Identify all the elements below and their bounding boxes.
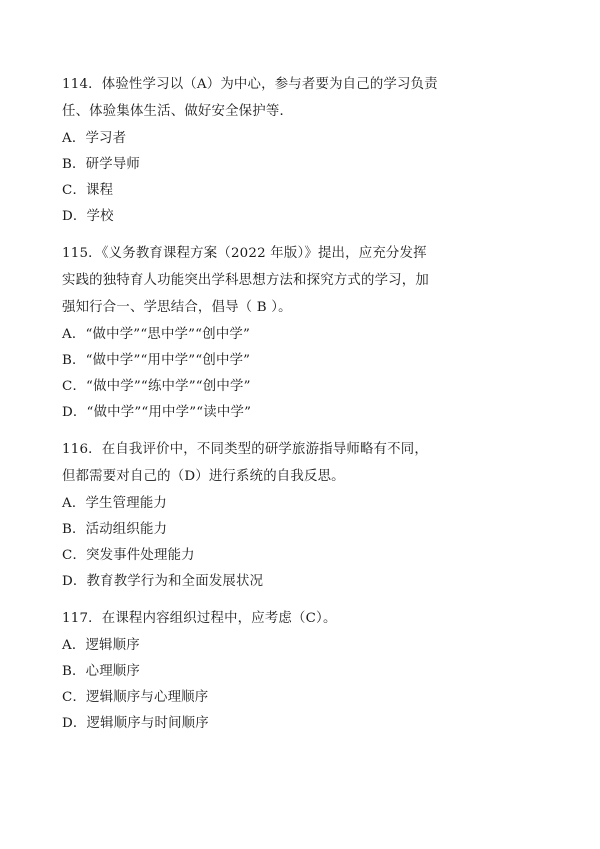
question-115-option-c: C．“做中学”“练中学”“创中学” bbox=[62, 379, 251, 394]
question-117 bbox=[62, 606, 538, 737]
question-116-option-a: A．学生管理能力 bbox=[62, 496, 168, 511]
question-117-option-c: C．逻辑顺序与心理顺序 bbox=[62, 690, 209, 705]
question-114 bbox=[62, 72, 538, 230]
question-116 bbox=[62, 437, 538, 595]
question-114-option-b: B．研学导师 bbox=[62, 157, 140, 172]
question-116-option-d: D．教育教学行为和全面发展状况 bbox=[62, 574, 264, 589]
question-116-option-b: B．活动组织能力 bbox=[62, 522, 168, 537]
question-114-option-a: A．学习者 bbox=[62, 131, 127, 146]
question-116-stem-line-1: 116．在自我评价中，不同类型的研学旅游指导师略有不同， bbox=[62, 442, 428, 457]
question-115-option-b: B．“做中学”“用中学”“创中学” bbox=[62, 353, 251, 368]
question-117-stem-line-1: 117．在课程内容组织过程中，应考虑（C）。 bbox=[62, 611, 337, 626]
question-115-option-d: D．“做中学”“用中学”“读中学” bbox=[62, 405, 252, 420]
question-114-option-c: C．课程 bbox=[62, 183, 114, 198]
question-114-stem-line-1: 114．体验性学习以（A）为中心，参与者要为自己的学习负责 bbox=[62, 77, 438, 92]
question-117-option-a: A．逻辑顺序 bbox=[62, 638, 140, 653]
question-114-option-d: D．学校 bbox=[62, 209, 114, 224]
question-117-option-b: B．心理顺序 bbox=[62, 664, 140, 679]
question-116-option-c: C．突发事件处理能力 bbox=[62, 548, 195, 563]
question-115 bbox=[62, 241, 538, 426]
question-115-stem-line-2: 实践的独特育人功能突出学科思想方法和探究方式的学习，加 bbox=[62, 273, 429, 288]
question-114-stem-line-2: 任、体验集体生活、做好安全保护等． bbox=[62, 104, 294, 119]
question-115-option-a: A．“做中学”“思中学”“创中学” bbox=[62, 327, 251, 342]
question-115-stem-line-1: 115．《义务教育课程方案（2022 年版）》提出，应充分发挥 bbox=[62, 246, 427, 261]
question-117-option-d: D．逻辑顺序与时间顺序 bbox=[62, 716, 209, 731]
question-115-stem-line-3: 强知行合一、学思结合，倡导（ B ）。 bbox=[62, 300, 292, 315]
question-116-stem-line-2: 但都需要对自己的（D）进行系统的自我反思。 bbox=[62, 469, 345, 484]
